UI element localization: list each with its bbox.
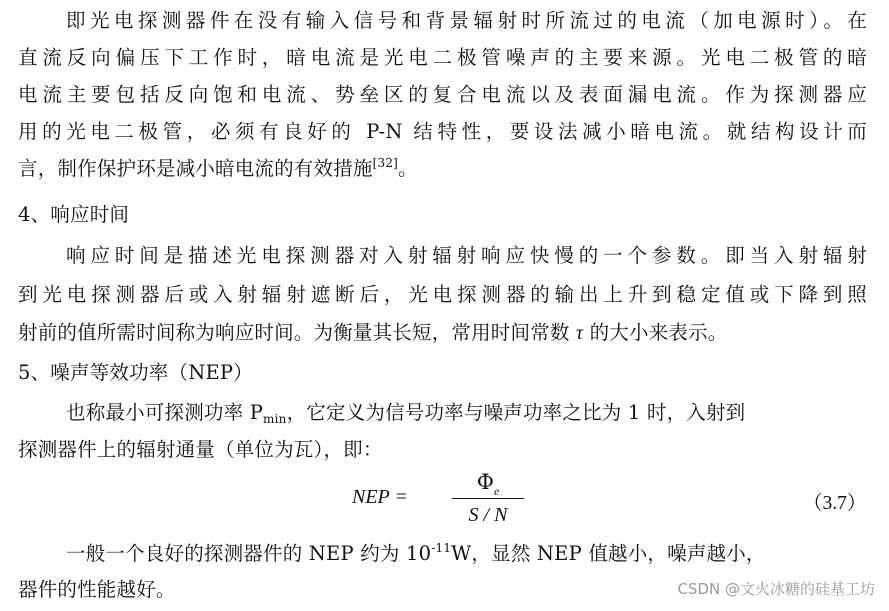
paragraph-line: 探测器件上的辐射通量（单位为瓦），即：	[18, 438, 383, 461]
section-heading-5: 5、噪声等效功率（NEP）	[18, 361, 253, 384]
line-text: 言，制作保护环是减小暗电流的有效措施	[18, 157, 373, 180]
paragraph-line: 即光电探测器件在没有输入信号和背景辐射时所流过的电流（加电源时）。在	[66, 9, 867, 32]
phi-symbol: Φ	[476, 470, 494, 494]
paragraph-line: 到光电探测器后或入射辐射遮断后，光电探测器的输出上升到稳定值或下降到照	[18, 283, 867, 306]
fraction-bar	[452, 498, 524, 499]
paragraph-line: 响应时间是描述光电探测器对入射辐射响应快慢的一个参数。即当入射辐射	[66, 244, 867, 267]
tau-symbol: τ	[576, 323, 584, 344]
subscript-min: min	[263, 412, 287, 426]
paragraph-line	[18, 320, 728, 347]
section-heading-4: 4、响应时间	[18, 203, 130, 226]
citation-ref: [32]	[372, 156, 399, 170]
paragraph-line: 用的光电二极管，必须有良好的 P-N 结特性，要设法减小暗电流。就结构设计而	[18, 120, 867, 143]
line-text: 射前的值所需时间称为响应时间。为衡量其长短，常用时间常数	[18, 321, 576, 344]
line-text: W，显然 NEP 值越小，噪声越小，	[451, 542, 766, 565]
paragraph-line: 器件的性能越好。	[18, 578, 176, 601]
equation-fraction	[450, 468, 526, 529]
paragraph-line: 电流主要包括反向饱和电流、势垒区的复合电流以及表面漏电流。作为探测器应	[18, 83, 867, 106]
equation-lhs: NEP =	[352, 486, 408, 508]
line-text: 一般一个良好的探测器件的 NEP 约为 10	[66, 542, 432, 565]
phi-subscript: e	[493, 484, 500, 498]
equation-nep	[340, 468, 540, 532]
fraction-denominator: S / N	[468, 504, 508, 526]
paragraph-line: 直流反向偏压下工作时，暗电流是光电二极管噪声的主要来源。光电二极管的暗	[18, 46, 867, 69]
equation-number: （3.7）	[803, 493, 867, 514]
paragraph-line	[18, 156, 418, 182]
line-text: 也称最小可探测功率 P	[66, 401, 264, 424]
fraction-numerator	[450, 468, 526, 496]
exponent: -11	[431, 541, 452, 555]
line-text: ，它定义为信号功率与噪声功率之比为 1 时，入射到	[286, 401, 746, 424]
paragraph-line	[66, 541, 766, 567]
line-text: 。	[398, 157, 418, 180]
paragraph-line	[66, 400, 745, 426]
line-text: 的大小来表示。	[583, 321, 728, 344]
csdn-watermark: CSDN @文火冰糖的硅基工坊	[677, 580, 875, 598]
